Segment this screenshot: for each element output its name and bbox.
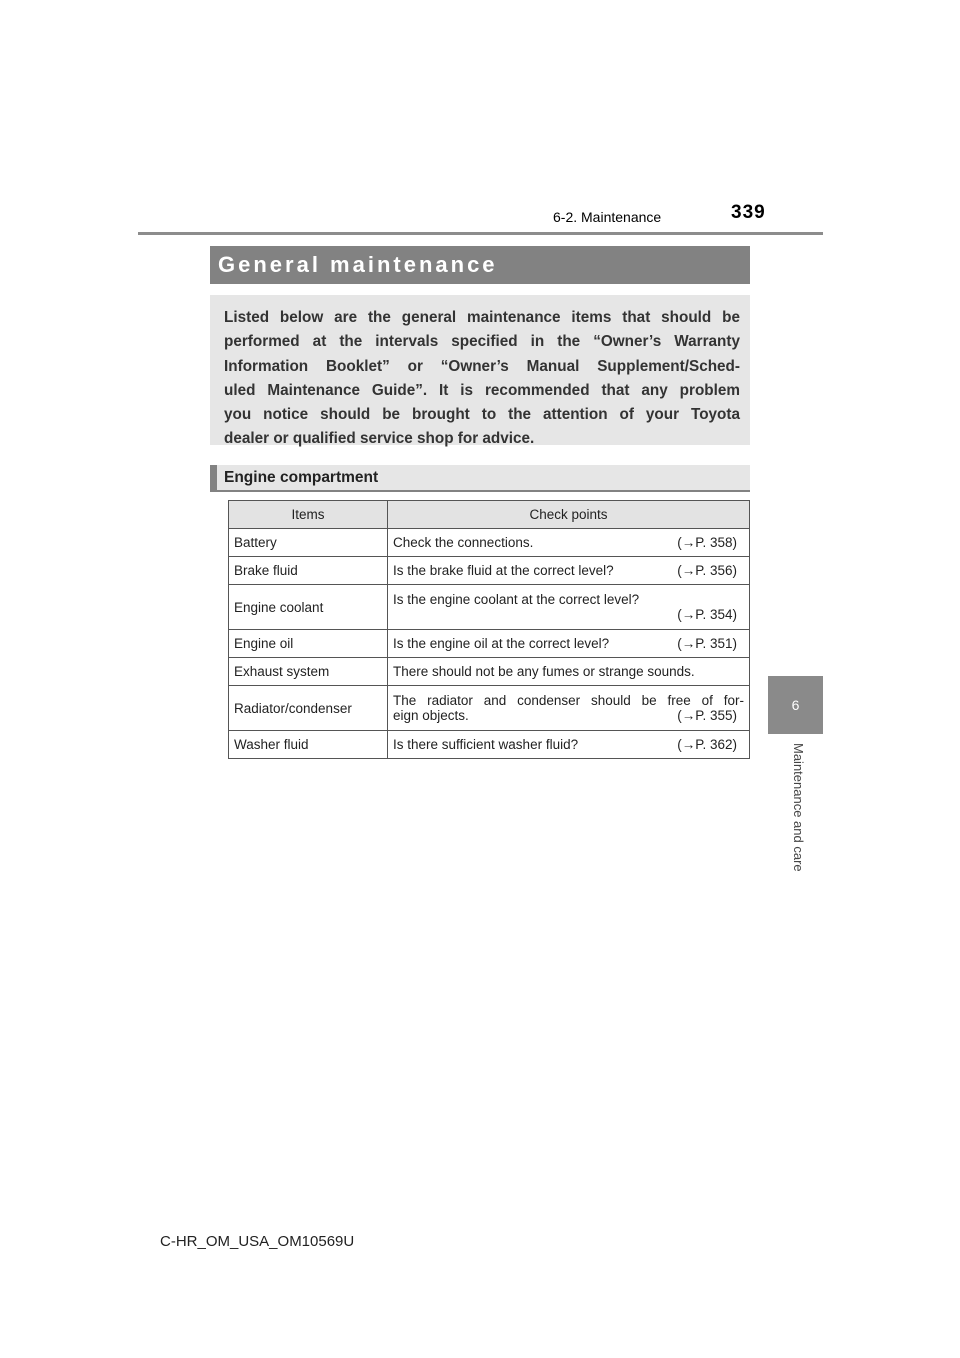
- table-row: [229, 585, 750, 630]
- check-cell: [388, 686, 750, 731]
- chapter-title: Maintenance and care: [791, 743, 806, 872]
- check-cell: [388, 557, 750, 585]
- page-reference: (→P. 362): [677, 737, 737, 752]
- column-header-check-points: Check points: [388, 501, 750, 529]
- check-cell: [388, 658, 750, 686]
- item-cell: Engine oil: [229, 630, 388, 658]
- column-header-items: Items: [229, 501, 388, 529]
- page-reference: (→P. 354): [677, 607, 737, 622]
- intro-line: performed at the intervals specified in the “Owner’s Warranty: [224, 333, 740, 351]
- item-cell: Brake fluid: [229, 557, 388, 585]
- table-row: [229, 529, 750, 557]
- item-cell: Exhaust system: [229, 658, 388, 686]
- item-cell: Engine coolant: [229, 585, 388, 630]
- check-cell: [388, 529, 750, 557]
- footer-code: C-HR_OM_USA_OM10569U: [160, 1233, 355, 1250]
- table-row: [229, 557, 750, 585]
- header-rule: [138, 232, 823, 235]
- check-text: Is the engine coolant at the correct level?: [393, 592, 640, 607]
- page-reference: (→P. 356): [677, 563, 737, 578]
- intro-box: [210, 295, 750, 448]
- chapter-tab: [768, 676, 823, 734]
- page-reference: (→P. 355): [677, 708, 737, 723]
- check-text: Check the connections.: [393, 535, 534, 550]
- check-cell: [388, 585, 750, 630]
- page-reference: (→P. 351): [677, 636, 737, 651]
- intro-line: uled Maintenance Guide”. It is recommended that any problem: [224, 381, 740, 399]
- check-text: The radiator and condenser should be free of for-: [393, 693, 744, 708]
- table-row: [229, 731, 750, 759]
- check-text: Is the brake fluid at the correct level?: [393, 563, 614, 578]
- item-cell: Radiator/condenser: [229, 686, 388, 731]
- page-number: 339: [731, 202, 766, 223]
- section-label: 6-2. Maintenance: [553, 209, 662, 225]
- subsection-heading: Engine compartment: [210, 465, 750, 492]
- check-text: Is there sufficient washer fluid?: [393, 737, 579, 752]
- intro-line: dealer or qualified service shop for advice.: [224, 430, 535, 448]
- intro-line: you notice should be brought to the attention of your Toyota: [224, 406, 740, 424]
- table-row: [229, 630, 750, 658]
- check-cell: [388, 630, 750, 658]
- table-row: [229, 658, 750, 686]
- intro-line: Information Booklet” or “Owner’s Manual Supplement/Sched-: [224, 357, 740, 375]
- check-text: Is the engine oil at the correct level?: [393, 636, 610, 651]
- check-text: There should not be any fumes or strange sounds.: [393, 664, 695, 679]
- check-text: eign objects.: [393, 708, 469, 723]
- main-heading: General maintenance: [210, 246, 750, 284]
- table-row: [229, 686, 750, 731]
- maintenance-table: [228, 500, 750, 759]
- intro-line: Listed below are the general maintenance items that should be: [224, 309, 740, 326]
- page-reference: (→P. 358): [677, 535, 737, 550]
- item-cell: Washer fluid: [229, 731, 388, 759]
- table-header-row: [229, 501, 750, 529]
- check-cell: [388, 731, 750, 759]
- chapter-number: 6: [791, 697, 800, 713]
- item-cell: Battery: [229, 529, 388, 557]
